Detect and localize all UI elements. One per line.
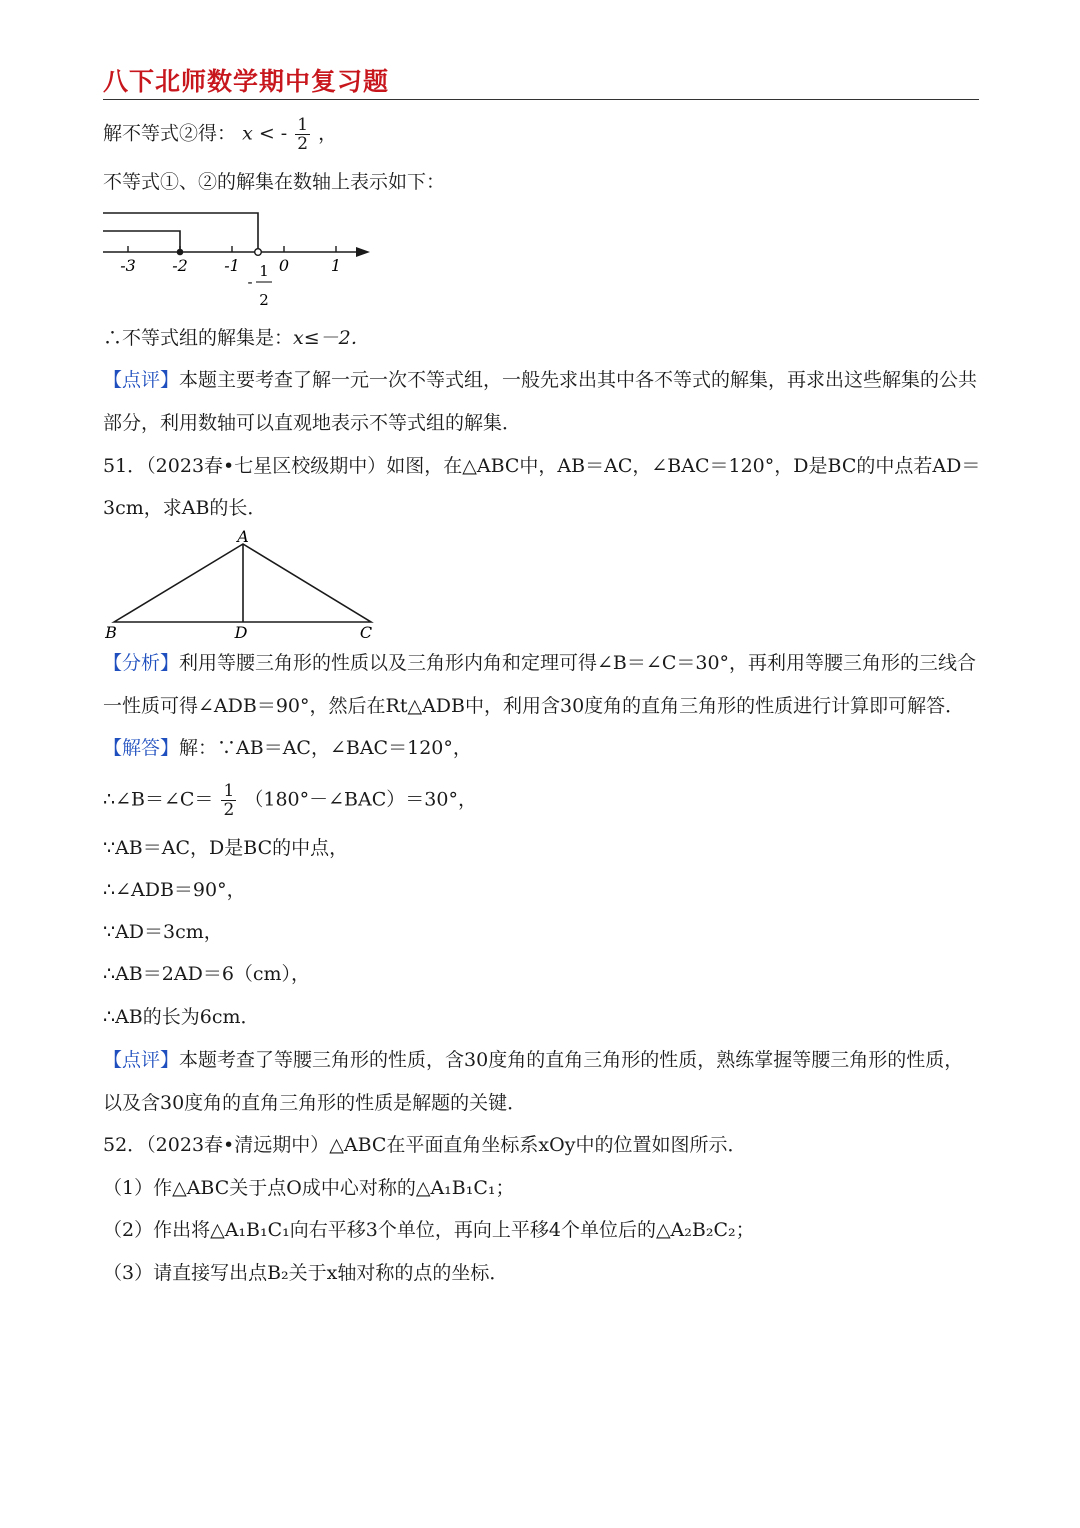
vertex-label-a: A xyxy=(237,527,249,546)
fraction-one-half xyxy=(295,116,310,153)
q51-answer-line-5: ∵AD＝3cm， xyxy=(103,921,223,943)
tick-label-neg3: -3 xyxy=(120,256,136,275)
hollow-point-neg-half xyxy=(255,249,262,256)
comment50-line-2: 部分，利用数轴可以直观地表示不等式组的解集． xyxy=(103,412,522,434)
q51-analysis-line-1 xyxy=(103,651,976,675)
solution-line-2: 不等式①、②的解集在数轴上表示如下： xyxy=(103,171,446,193)
solution-line-1-rel: < xyxy=(258,122,275,145)
point-label-d: D xyxy=(234,623,248,642)
vertex-label-c: C xyxy=(359,623,373,642)
q51-analysis-text-1: 利用等腰三角形的性质以及三角形内角和定理可得∠B＝∠C＝30°，再利用等腰三角形的三线合 xyxy=(179,652,977,674)
solution-bracket-le-neg2 xyxy=(103,231,180,252)
fraction-one-half-answer xyxy=(221,782,236,819)
q51-comment-line-2: 以及含30度角的直角三角形的性质是解题的关键． xyxy=(103,1092,527,1114)
tick-label-0: 0 xyxy=(278,256,290,275)
comment50-text-1: 本题主要考查了解一元一次不等式组，一般先求出其中各不等式的解集，再求出这些解集的公共 xyxy=(179,369,978,391)
q51-comment-text-1: 本题考查了等腰三角形的性质，含30度角的直角三角形的性质，熟练掌握等腰三角形的性质， xyxy=(179,1049,964,1071)
q51-answer-line-7: ∴AB的长为6cm． xyxy=(103,1006,260,1028)
solution-line-1 xyxy=(103,116,337,153)
half-label-sign: - xyxy=(247,273,253,291)
q52-item-1: （1）作△ABC关于点O成中心对称的△A₁B₁C₁； xyxy=(103,1177,515,1199)
number-line-arrow xyxy=(356,247,370,257)
q52-item-2: （2）作出将△A₁B₁C₁向右平移3个单位，再向上平移4个单位后的△A₂B₂C₂； xyxy=(103,1219,755,1241)
solution-conclusion-math: x≤－2． xyxy=(293,327,370,349)
q51-answer-tag: 【解答】 xyxy=(103,737,180,759)
tick-label-1: 1 xyxy=(330,256,342,275)
half-label-numerator: 1 xyxy=(259,262,269,280)
solution-line-1-var: x xyxy=(242,122,253,145)
q51-answer-2-suffix: （180°－∠BAC）＝30°， xyxy=(244,788,477,811)
comment50-tag: 【点评】 xyxy=(103,369,180,391)
number-line-figure xyxy=(100,205,380,315)
q51-analysis-tag: 【分析】 xyxy=(103,652,180,674)
fraction-numerator: 1 xyxy=(223,781,235,801)
solution-line-1-prefix: 解不等式②得： xyxy=(103,122,237,145)
triangle-abc-figure xyxy=(100,526,390,646)
q51-answer-line-3: ∵AB＝AC，D是BC的中点， xyxy=(103,837,349,859)
vertex-label-b: B xyxy=(105,623,117,642)
solution-line-1-end: ， xyxy=(318,122,338,145)
q51-answer-2-prefix: ∴∠B＝∠C＝ xyxy=(103,788,214,811)
q51-answer-line-6: ∴AB＝2AD＝6（cm）， xyxy=(103,963,311,985)
tick-label-neg1: -1 xyxy=(224,256,240,275)
q51-answer-line-4: ∴∠ADB＝90°， xyxy=(103,879,246,901)
q51-line-2: 3cm，求AB的长． xyxy=(103,497,267,519)
fraction-numerator: 1 xyxy=(297,115,309,135)
fraction-denominator: 2 xyxy=(223,800,235,820)
fraction-denominator: 2 xyxy=(297,134,309,154)
solution-conclusion-prefix: ∴不等式组的解集是： xyxy=(103,327,294,349)
solid-point-neg2 xyxy=(177,249,184,256)
q51-answer-line-1 xyxy=(103,736,472,760)
tick-label-neg2: -2 xyxy=(172,256,188,275)
page-header-title: 八下北师数学期中复习题 xyxy=(103,67,390,96)
q51-analysis-line-2: 一性质可得∠ADB＝90°，然后在Rt△ADB中，利用含30度角的直角三角形的性质进行计算即可解答． xyxy=(103,695,965,717)
half-label-denominator: 2 xyxy=(259,291,269,309)
q52-item-3: （3）请直接写出点B₂关于x轴对称的点的坐标． xyxy=(103,1262,509,1284)
header-divider xyxy=(103,99,979,100)
q51-line-1: 51．（2023春•七星区校级期中）如图，在△ABC中，AB＝AC，∠BAC＝120°，D是BC的中点若AD＝ xyxy=(103,455,981,477)
solution-conclusion xyxy=(103,326,370,350)
solution-line-1-sign: - xyxy=(280,122,288,145)
q51-answer-text-1: 解：∵AB＝AC，∠BAC＝120°， xyxy=(179,737,472,759)
q52-line-1: 52．（2023春•清远期中）△ABC在平面直角坐标系xOy中的位置如图所示． xyxy=(103,1134,747,1156)
q51-comment-tag: 【点评】 xyxy=(103,1049,180,1071)
q51-comment-line-1 xyxy=(103,1048,963,1072)
comment50-line-1 xyxy=(103,368,977,392)
q51-answer-line-2 xyxy=(103,782,477,819)
